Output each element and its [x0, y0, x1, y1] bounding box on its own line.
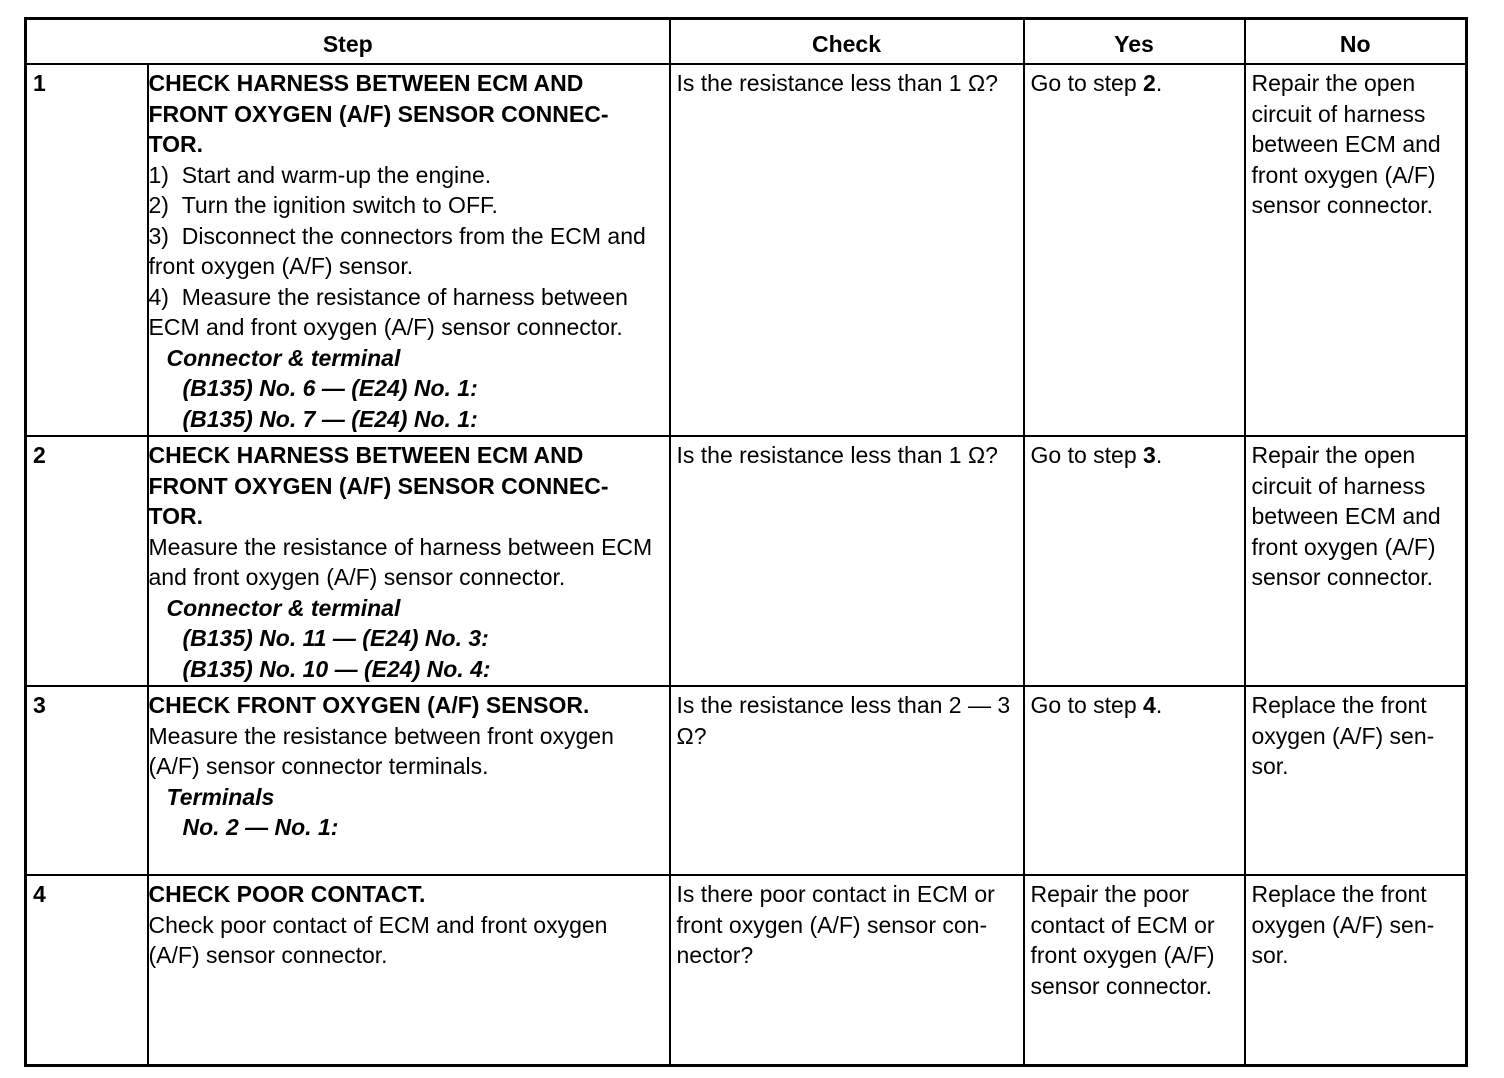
- table-row: [26, 686, 1467, 875]
- instruction: 1) Start and warm-up the engine.: [148, 161, 492, 188]
- check-question: Is the resistance less than 2 — 3 Ω?: [670, 686, 1024, 875]
- step-number: 1: [26, 64, 148, 436]
- step-title: CHECK HARNESS BETWEEN ECM AND FRONT OXYGEN (A/F) SENSOR CONNEC-TOR.: [148, 442, 609, 529]
- no-action: Replace the front oxygen (A/F) sen-sor.: [1245, 686, 1467, 875]
- yes-action-suffix: .: [1155, 442, 1163, 468]
- table-row: [26, 64, 1467, 436]
- table-row: [26, 436, 1467, 686]
- header-check: Check: [670, 19, 1024, 65]
- yes-action-text: Go to step: [1030, 692, 1144, 718]
- yes-action-text: Go to step: [1030, 70, 1144, 96]
- step-title: CHECK HARNESS BETWEEN ECM AND FRONT OXYGEN (A/F) SENSOR CONNEC-TOR.: [148, 70, 609, 157]
- step-cell: [148, 875, 670, 1065]
- spec-value: (B135) No. 6 — (E24) No. 1:: [182, 375, 478, 401]
- spec-heading: Connector & terminal: [166, 594, 401, 621]
- spec-value: No. 2 — No. 1:: [182, 814, 339, 840]
- step-reference: 3: [1143, 442, 1156, 468]
- yes-action: Repair the poor contact of ECM or front oxygen (A/F) sensor connector.: [1024, 875, 1245, 1065]
- step-cell: [148, 64, 670, 436]
- yes-action-suffix: .: [1155, 692, 1163, 718]
- diagnostic-table: [24, 17, 1468, 1067]
- step-title: CHECK FRONT OXYGEN (A/F) SENSOR.: [148, 692, 590, 718]
- no-action: Replace the front oxygen (A/F) sen-sor.: [1245, 875, 1467, 1065]
- step-reference: 2: [1143, 70, 1156, 96]
- step-number: 4: [26, 875, 148, 1065]
- instruction: Measure the resistance of harness between ECM and front oxygen (A/F) sensor connector.: [148, 533, 653, 590]
- check-question: Is the resistance less than 1 Ω?: [670, 64, 1024, 436]
- yes-action-text: Go to step: [1030, 442, 1144, 468]
- spec-value: (B135) No. 11 — (E24) No. 3:: [182, 625, 489, 651]
- header-row: [26, 19, 1467, 65]
- yes-action: [1024, 436, 1245, 686]
- header-step: Step: [26, 19, 670, 65]
- yes-action-suffix: .: [1155, 70, 1163, 96]
- header-yes: Yes: [1024, 19, 1245, 65]
- yes-action: [1024, 64, 1245, 436]
- instruction: 2) Turn the ignition switch to OFF.: [148, 192, 498, 218]
- check-question: Is the resistance less than 1 Ω?: [670, 436, 1024, 686]
- header-no: No: [1245, 19, 1467, 65]
- spec-value: (B135) No. 7 — (E24) No. 1:: [182, 405, 478, 432]
- step-title: CHECK POOR CONTACT.: [148, 881, 426, 907]
- yes-action: [1024, 686, 1245, 875]
- instruction: 4) Measure the resistance of harness between ECM and front oxygen (A/F) sensor connector.: [148, 283, 628, 340]
- step-cell: [148, 686, 670, 875]
- step-cell: [148, 436, 670, 686]
- step-reference: 4: [1143, 692, 1156, 718]
- spec-heading: Terminals: [166, 783, 275, 810]
- step-number: 3: [26, 686, 148, 875]
- table-row: [26, 875, 1467, 1065]
- step-number: 2: [26, 436, 148, 686]
- no-action: Repair the open circuit of harness between ECM and front oxygen (A/F) sensor connector.: [1245, 64, 1467, 436]
- spec-value: (B135) No. 10 — (E24) No. 4:: [182, 655, 491, 682]
- check-question: Is there poor contact in ECM or front oxygen (A/F) sensor con-nector?: [670, 875, 1024, 1065]
- instruction: Measure the resistance between front oxygen (A/F) sensor connector terminals.: [148, 722, 614, 779]
- no-action: Repair the open circuit of harness between ECM and front oxygen (A/F) sensor connector.: [1245, 436, 1467, 686]
- instruction: Check poor contact of ECM and front oxygen (A/F) sensor connector.: [148, 911, 608, 968]
- spec-heading: Connector & terminal: [166, 344, 401, 371]
- instruction: 3) Disconnect the connectors from the ECM and front oxygen (A/F) sensor.: [148, 222, 646, 279]
